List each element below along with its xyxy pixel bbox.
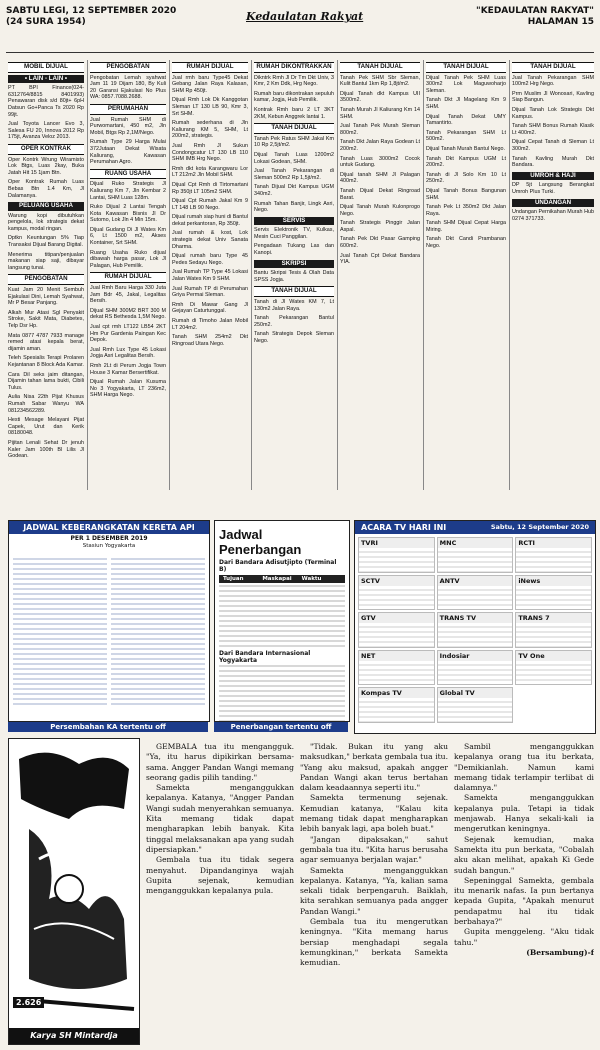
- classified-ad: Jual cpt rmh LT122 LB54 2KT Hm Pur Gardenia Paingan Kec Depok.: [90, 324, 166, 344]
- page-header: [6, 6, 594, 46]
- flight-subtitle-adisutjipto: Dari Bandara Adisutjipto (Terminal B): [219, 559, 337, 573]
- classified-ad: Dijual Tanah Luas 1200m2 Lokasi Godean, SHM.: [254, 151, 334, 165]
- story-paragraph: "Tidak. Bukan itu yang aku maksudkan," berkata gembala tua itu. "Yang aku maksud, apakah angger Pandan Wangi akan terus bertahan dalam keadaannya seperti itu.": [300, 742, 448, 793]
- train-table-right: [111, 555, 205, 705]
- section-heading: RUMAH DIJUAL: [172, 62, 248, 73]
- classified-ad: Tanah Pek Lt 350m2 Dkt Jalan Raya.: [426, 204, 506, 217]
- classified-ad: Tanah di Jl Solo Km 10 Lt 250m2.: [426, 171, 506, 185]
- story-paragraph: GEMBALA tua itu mengangguk. "Ya, itu harus dipikirkan bersama-sama. Angger Pandan Wangi memang seorang gadis pilih tanding.": [146, 742, 294, 782]
- classified-ad: Tanah Strategis Depok Sleman Nego.: [254, 331, 334, 344]
- train-schedule: [8, 520, 210, 722]
- classified-ad: Tanah Pek Ratus SHM Jakal Km 10 Rp 2,5jt/m2.: [254, 135, 334, 149]
- tv-channel-name: TVRI: [359, 538, 434, 548]
- classified-column-4: [254, 60, 334, 490]
- column-divider: [509, 60, 510, 490]
- classified-ad: Oper Kontrak Rumah Luas Bebas Btn 1.4 Km, Jl Dalamanya.: [8, 179, 84, 199]
- issue-year: (24 SURA 1954): [6, 17, 86, 27]
- section-heading: MOBIL DIJUAL: [8, 62, 84, 73]
- tv-channel-name: NET: [359, 651, 434, 661]
- classified-ad: Jual Tanah Pekarangan SHM 100m2 Hrg Nego.: [512, 74, 594, 88]
- classified-ad: Jual Rumah SHM di Purwomartani, 450 m2, Jln Mobil, Btgs Rp 2,1M/Nego.: [90, 116, 166, 136]
- classified-ad: Tanah Kavling Murah Dkt Bandara.: [512, 155, 594, 169]
- story-paragraph: Sejenak kemudian, maka Samekta itu pun berkata, "Cobalah aku akan melihat, apakah Ki Gede sudah bangun.": [454, 834, 594, 875]
- tv-channel-name: SCTV: [359, 576, 434, 586]
- comic-strip: [8, 738, 140, 1045]
- story-paragraph: Sambil menganggukkan kepalanya orang tua itu berkata, "Demikianlah. Namun kami memang tidak terlampir terlibat di dalamnya.": [454, 742, 594, 793]
- classified-ad: Dijual Ruko Strategis Jl Kaliurang Km 7, Jln Kembar 2 Lantai, SHM Luas 128m.: [90, 181, 166, 201]
- classified-ad: Tanah Dkt Jalan Raya Godean Lt 200m2.: [340, 139, 420, 152]
- tv-channel-block: [437, 575, 514, 611]
- classified-ad: Tanah Dkt Candi Prambanan Nego.: [426, 236, 506, 250]
- flight-table-yia: [219, 665, 345, 722]
- section-heading: TANAH DIJUAL: [340, 62, 420, 73]
- section-heading: PENGOBATAN: [8, 274, 84, 285]
- classified-ad: Dijual Cepat Tanah di Sleman Lt 300m2.: [512, 139, 594, 152]
- classified-ad: Dijual Gudang Di Jl Wates Km 6, Lt 1500 m2, Akses Kontainer, Srt SHM.: [90, 226, 166, 247]
- classified-ad: Rmh 2Lt di Perum Jogja Town House 3 Kamar Bersertifikat.: [90, 362, 166, 376]
- train-table-left: [13, 555, 107, 705]
- classified-ad: Tanah SHM 254m2 Dkt Ringroad Utara Nego.: [172, 334, 248, 347]
- classified-ad: Tanah SHM Bonus Rumah Klasik Lt 400m2.: [512, 123, 594, 136]
- classified-ad: Aulia Nisa 22th Pijat Khusus Rumah Sabar Wanyu WA 081234562289.: [8, 394, 84, 414]
- tv-programme-list: [516, 586, 591, 611]
- tv-channel-block: [437, 537, 514, 573]
- classified-ad: Alkah Mur Atasi Sgl Penyakit Stroke, Sakit Mata, Diabetes, Telp Dsr Hp.: [8, 309, 84, 329]
- tv-channel-name: TV One: [516, 651, 591, 661]
- classified-ad: Servis Elektronik TV, Kulkas, Mesin Cuci Panggilan.: [254, 227, 334, 240]
- story-continued: (Bersambung)-f: [526, 947, 594, 957]
- flight-table-header: [219, 575, 345, 583]
- tv-channel-grid: [355, 534, 595, 726]
- story-paragraph: Gupita menggeleng. "Aku tidak tahu.": [454, 927, 594, 947]
- section-heading: UMROH & HAJI: [512, 172, 594, 181]
- classified-ad: Tanah Pekarangan Bantul 250m2.: [254, 315, 334, 328]
- story-paragraph: Samekta menganggukkan kepalanya. Katanya, "Angger Pandan Wangi sudah menyerahkan semuanya. Kita memang tidak dapat mengharapkan lebih banyak. Kita tinggal melaksanakan apa yang sudah dipersiapkan.": [146, 783, 294, 854]
- classified-column-5: [340, 60, 420, 490]
- classified-ad: PT BPI Finance(024-6312764/8815 8401993) Penawaran disk s/d 80jt+ 6pH Datsun Go+Panca Ts 2020 Rp 99jt.: [8, 85, 84, 118]
- section-heading: RUMAH DIKONTRAKKAN: [254, 62, 334, 73]
- flight-col-waktu: Waktu: [301, 576, 322, 582]
- column-divider: [423, 60, 424, 490]
- classified-ad: Dijual Rmh Lok Dk Kanggotan Sleman LT 130 LB 90, Kmr 3, Srt SHM.: [172, 97, 248, 117]
- tv-channel-name: GTV: [359, 613, 434, 623]
- story-paragraph: Samekta menganggukkan kepalanya. Katanya, "Ya, kalian sama sekali tidak berpengaruh. Baiklah, kita serahkan semuanya pada angger Pandan Wangi.": [300, 865, 448, 916]
- tv-channel-block: [515, 537, 592, 573]
- tv-channel-name: TRANS TV: [438, 613, 513, 623]
- train-schedule-title: JADWAL KEBERANGKATAN KERETA API: [9, 521, 209, 534]
- column-divider: [251, 60, 252, 490]
- tv-programme-list: [438, 698, 513, 723]
- comic-number: 2.626: [13, 997, 44, 1008]
- classified-ad: Tanah Dkt Kampus UGM Lt 200m2.: [426, 155, 506, 169]
- tv-channel-block: [437, 687, 514, 723]
- story-column-1: [146, 742, 294, 1042]
- classified-ad: Hesti Mesage Melayani Pijat Capek, Urut dan Kerik 08180048.: [8, 417, 84, 437]
- flight-table-adisutjipto: [219, 585, 345, 647]
- classified-ad: Tanah Dijual Dkt Kampus UGM 340m2.: [254, 184, 334, 197]
- train-station: Stasiun Yogyakarta: [82, 543, 136, 549]
- classified-ad: Rumah sederhana di Jln Kaliurang KM 5, SHM, Lt 200m2, strategis.: [172, 120, 248, 140]
- tv-programme-list: [516, 623, 591, 648]
- classified-ad: Jual Rmh Lux Type 45 Lokasi Jogja Asri Legalitas Bersih.: [90, 346, 166, 360]
- tv-schedule: [354, 520, 596, 734]
- tv-channel-name: TRANS 7: [516, 613, 591, 623]
- tv-programme-list: [359, 586, 434, 611]
- flight-footer: Penerbangan tertentu off: [214, 722, 348, 732]
- classified-ad: Tanah Luas 3000m2 Cocok untuk Gudang.: [340, 155, 420, 169]
- tv-programme-list: [359, 548, 434, 573]
- comic-illustration: [9, 739, 139, 1025]
- classified-ad: Rumah di Timoho Jalan Mobil LT 204m2.: [172, 318, 248, 331]
- classified-ad: Jual Rumah TP Type 45 Lokasi Jalan Wates Km 9 SHM.: [172, 269, 248, 283]
- column-divider: [169, 60, 170, 490]
- tv-channel-name: MNC: [438, 538, 513, 548]
- classified-ad: Dijual Cpt Rumah Jakal Km 9 LT 148 LB 90 Nego.: [172, 198, 248, 211]
- story-paragraph: Samekta menganggukkan kepalanya pula. Tetapi ia tidak menjawab. Hanya sekali-kali ia mengerutkan keningnya.: [454, 793, 594, 834]
- classified-ad: Rumah Tahan Banjir, Lingk Asri, Nego.: [254, 200, 334, 214]
- classified-ad: DP 5jt Langsung Berangkat Umroh Plus Turki.: [512, 182, 594, 195]
- column-divider: [87, 60, 88, 490]
- train-footer: Persembahan KA tertentu off: [8, 722, 208, 732]
- classified-ad: Tanah Dkt Jl Magelang Km 9 SHM.: [426, 97, 506, 110]
- flight-schedule-title: Jadwal Penerbangan: [219, 527, 302, 557]
- classified-ad: Dijual Tanah Pek SHM Luas 300m2 Lok Maguwoharjo Sleman.: [426, 74, 506, 94]
- classified-ad: Dijual SHM 300M2 BRT 300 M dekat RS Bethesda 1,5M Nego.: [90, 307, 166, 321]
- classified-ad: Dijual rumah baru Type 45 Pedes Sedayu Nego.: [172, 253, 248, 266]
- classified-ad: Kontrak Rmh baru 2 LT 3KT 2KM, Kebun Anggrek lantai 1.: [254, 106, 334, 120]
- classified-ad: Dijual Cpt Rmh di Tirtomartani Rp 350jt LT 105m2 SHM.: [172, 181, 248, 195]
- classified-ad: Oper Kontrk Wrung Wiramisto Lok Btgs, Luas 2kay, Buka Jatah Hit 15 1jam Btn.: [8, 156, 84, 176]
- tv-programme-list: [359, 623, 434, 648]
- header-right: [476, 6, 594, 28]
- story-paragraph: "Jangan dipaksakan," sahut gembala tua itu. "Kita harus berusaha agar semuanya berjalan wajar.": [300, 834, 448, 865]
- tv-programme-list: [438, 586, 513, 611]
- paper-name: "KEDAULATAN RAKYAT": [476, 6, 594, 16]
- tv-programme-list: [438, 548, 513, 573]
- classified-ad: Tanah di Jl Wates KM 7, Lt 130m2 Jalan Raya.: [254, 299, 334, 312]
- classified-ad: Rmh Di Mawar Gang Jl Gejayan Caturtunggal.: [172, 301, 248, 315]
- section-heading: TANAH DIJUAL: [512, 62, 594, 73]
- classified-ad: Tanah Strategis Pinggir Jalan Aspal.: [340, 220, 420, 233]
- story-paragraph: Gembala tua itu tidak segera menyahut. Dipandanginya wajah Gupita sejenak, kemudian menganggukkan kepalanya pula.: [146, 855, 294, 896]
- tv-programme-list: [359, 661, 434, 686]
- section-heading: TANAH DIJUAL: [426, 62, 506, 73]
- classified-column-2: [90, 60, 166, 490]
- comic-title: Karya SH Mintardja: [9, 1028, 139, 1044]
- classified-ad: Pengadaan Tukang Las dan Kanopi.: [254, 243, 334, 257]
- tv-channel-name: Kompas TV: [359, 688, 434, 698]
- classified-ad: Tanah SHM Dijual Cepat Harga Miring.: [426, 220, 506, 233]
- classified-ad: Pengobatan Lemah syahwat Jam 11 19 Dijam 180, By Kuli 20 Garansi Ejakulasi No Plus WA: 0857.7088.2688.: [90, 74, 166, 101]
- tv-channel-block: [515, 575, 592, 611]
- classified-ad: Menerima titipan/penjualan makanan siap saji, dibayar langsung tunai.: [8, 251, 84, 271]
- header-left: [6, 6, 176, 28]
- classified-ad: Dijual Tanah dkt Kampus UII 3500m2.: [340, 90, 420, 104]
- tv-programme-list: [438, 623, 513, 648]
- classified-ad: Bantu Skripsi Tesis & Olah Data SPSS Jogja.: [254, 270, 334, 283]
- section-heading: TANAH DIJUAL: [254, 123, 334, 134]
- section-heading: PERUMAHAN: [90, 104, 166, 115]
- section-heading: • LAIN - LAIN •: [8, 75, 84, 84]
- tv-channel-block: [515, 612, 592, 648]
- classified-column-6: [426, 60, 506, 490]
- story-paragraph: Gembala tua itu mengerutkan keningnya. "Kita memang harus bersiap menghadapi segala kemungkinan," berkata Samekta kemudian.: [300, 917, 448, 968]
- classified-ad: Jual Tanah Pekarangan di Sleman 500m2 Rp 1,5jt/m2.: [254, 168, 334, 181]
- section-heading: TANAH DIJUAL: [254, 286, 334, 297]
- classified-ad: Tanah Dijual Dekat Ringroad Barat.: [340, 187, 420, 201]
- classified-ad: Jual Rumah TP di Perumahan Griya Permai Sleman.: [172, 285, 248, 299]
- tv-channel-name: Global TV: [438, 688, 513, 698]
- tv-channel-block: [358, 537, 435, 573]
- section-heading: UNDANGAN: [512, 199, 594, 208]
- flight-subtitle-yia: Dari Bandara Internasional Yogyakarta: [219, 650, 311, 664]
- paper-logo: Kedaulatan Rakyat: [246, 10, 364, 23]
- issue-date: SABTU LEGI, 12 SEPTEMBER 2020: [6, 6, 177, 16]
- story-column-3: [454, 742, 594, 1042]
- section-heading: SKRIPSI: [254, 260, 334, 269]
- tv-channel-name: RCTI: [516, 538, 591, 548]
- classified-ad: Dijual Rumah Jalan Kusuma No 3 Yogyakarta, LT 236m2, SHM Harga Nego.: [90, 379, 166, 399]
- classified-ad: Jual Tanah Pek Murah Sleman 800m2.: [340, 123, 420, 136]
- classified-ad: Jual Rmh Baru Harga 330 Juta Jam Bdr 45, Jakal, Legalitas Bersih.: [90, 285, 166, 305]
- tv-channel-block: [358, 687, 435, 723]
- classified-ad: Teleh Spesialis Terapi Prolaren Kejantanan 8 Block Ada Kamar.: [8, 355, 84, 368]
- page-number: HALAMAN 15: [527, 17, 594, 27]
- classified-ad: Cara Dil seks jaim ditangan, Dijamin tahan lama bukti, Cibili Tulus.: [8, 371, 84, 391]
- tv-programme-list: [516, 548, 591, 573]
- train-schedule-subtitle: PER 1 DESEMBER 2019: [70, 535, 148, 542]
- classified-ad: Rumah baru dikontrakan sepuluh kamar, Jogja, Hub Pemilik.: [254, 90, 334, 104]
- tv-programme-list: [516, 661, 591, 686]
- tv-channel-block: [515, 650, 592, 686]
- classified-ad: Dijual Tanah Dekat UMY Tamantirto.: [426, 113, 506, 127]
- classified-ad: Dijual Tanah Murah Kulonprogo Nego.: [340, 204, 420, 217]
- classified-ad: Tanah Pekarangan SHM Lt 500m2.: [426, 129, 506, 143]
- tv-channel-name: iNews: [516, 576, 591, 586]
- tv-programme-list: [438, 661, 513, 686]
- classified-column-7: [512, 60, 594, 490]
- section-heading: PENGOBATAN: [90, 62, 166, 73]
- story-column-2: [300, 742, 448, 1042]
- classified-ad: Kuat Jam 20 Menit Sembuh Ejakulasi Dini, Lemah Syahwat, Mr P Besar Panjang.: [8, 287, 84, 307]
- classified-column-1: [8, 60, 84, 490]
- section-heading: SERVIS: [254, 217, 334, 226]
- classified-ad: Ruko Dijual 2 Lantai Tengah Kota Kawasan Bisnis Jl Dr Sutomo, Lok Jln 4 Min 15m.: [90, 204, 166, 224]
- classified-ad: Undangan Pernikahan Murah Hub 0274 371733.: [512, 209, 594, 222]
- tv-channel-name: ANTV: [438, 576, 513, 586]
- header-rule: [6, 52, 594, 53]
- classified-ad: Tanah Pek Dkt Pasar Gamping 600m2.: [340, 236, 420, 250]
- tv-schedule-date: Sabtu, 12 September 2020: [490, 523, 589, 531]
- story-paragraph: Sepeninggal Samekta, gembala itu menarik nafas. Ia pun bertanya kepada Gupita, "Apakah menurut pendapatmu hal itu tidak berbahaya?": [454, 875, 594, 927]
- classified-ad: Dijual Tanah Murah Bantul Nego.: [426, 145, 506, 152]
- classified-ad: Prm Muslim Jl Wonosari, Kavling Siap Bangun.: [512, 90, 594, 104]
- tv-channel-block: [437, 612, 514, 648]
- tv-channel-block: [358, 575, 435, 611]
- classified-ad: Dijual Tanah Bonus Bangunan SHM.: [426, 187, 506, 201]
- flight-schedule: [214, 520, 350, 722]
- section-heading: RUANG USAHA: [90, 169, 166, 180]
- classified-ad: Pijitan Lenali Sehat Dr jenuh Kaler Jam 100th Bl Lilis Jl Godean.: [8, 439, 84, 460]
- tv-channel-name: Indosiar: [438, 651, 513, 661]
- section-heading: RUMAH DIJUAL: [90, 272, 166, 283]
- flight-col-tujuan: Tujuan: [223, 576, 244, 582]
- column-divider: [337, 60, 338, 490]
- classified-ad: Rumah Type 29 Harga Mulai 372Jutaan Dekat Wisata Kaliurang, Kawasan Perumahan Agro.: [90, 139, 166, 166]
- classified-ad: Ruang Usaha Ruko dijual dibawah harga pasar, Lok Jl Palagan, Hub Pemilik.: [90, 249, 166, 269]
- classified-ad: Dptkn Keuntungan 5% Tiap Transaksi Dijual Barang Digital.: [8, 235, 84, 249]
- classified-column-3: [172, 60, 248, 490]
- classified-ad: Jual Toyota Lancer Evo 3, Salesa FU 20, Innova 2012 Rp 175jt, Avanza Veloz 2013.: [8, 121, 84, 141]
- classified-ad: Tanah Pek SHM Sbr Sleman, Kulit Bantul 1km Rp 1,8jt/m2.: [340, 74, 420, 88]
- classified-ad: Jual rumah & kost, Lok strategis dekat Univ Sanata Dharma.: [172, 230, 248, 250]
- story-paragraph: Samekta termenung sejenak. Kemudian katanya, "Kalau kita memang tidak dapat mengharapkan lebih banyak lagi, apa boleh buat.": [300, 793, 448, 834]
- section-heading: PELUANG USAHA: [8, 202, 84, 211]
- classified-ad: Jual rmh baru Type45 Dekat Gebang Jalan Raya Kalasan, SHM Rp 450jt.: [172, 74, 248, 94]
- tv-channel-block: [437, 650, 514, 686]
- classified-ad: Warung kopi dibutuhkan pengelola, lok strategis dekat kampus, modal ringan.: [8, 212, 84, 232]
- classified-ad: Tanah Murah Jl Kaliurang Km 14 SHM.: [340, 106, 420, 120]
- classified-ad: Dijual Tanah Lok Strategis Dkt Kampus.: [512, 106, 594, 120]
- tv-schedule-header: [355, 521, 595, 534]
- classified-ad: Jual Rmh Jl Sukun Condongcatur LT 130 LB 110 SHM IMB Hrg Nego.: [172, 142, 248, 163]
- classified-ad: Rmh dkt kota Karangwaru Lor LT 212m2 Jln Mobil SHM.: [172, 165, 248, 179]
- classified-ad: Mata 0877 4787 7933 manage remed atasi kepala berat, dijamin aman.: [8, 332, 84, 352]
- tv-channel-block: [358, 650, 435, 686]
- classified-ad: Dikntrk Rmh Jl Dr Tm Dkt Univ, 3 Kmr, 2 Km Ddk, Hrg Nego.: [254, 74, 334, 88]
- tv-schedule-title: ACARA TV HARI INI: [361, 523, 447, 532]
- flight-col-maskapai: Maskapai: [262, 576, 292, 582]
- tv-channel-block: [358, 612, 435, 648]
- classified-ad: Jual Tanah Cpt Dekat Bandara YIA.: [340, 252, 420, 266]
- classified-ad: Dijual rumah siap huni di Bantul dekat perkantoran, Rp 350jt.: [172, 214, 248, 227]
- tv-programme-list: [359, 698, 434, 723]
- section-heading: OPER KONTRAK: [8, 144, 84, 155]
- classified-ad: Dijual tanah SHM Jl Palagan 400m2.: [340, 171, 420, 185]
